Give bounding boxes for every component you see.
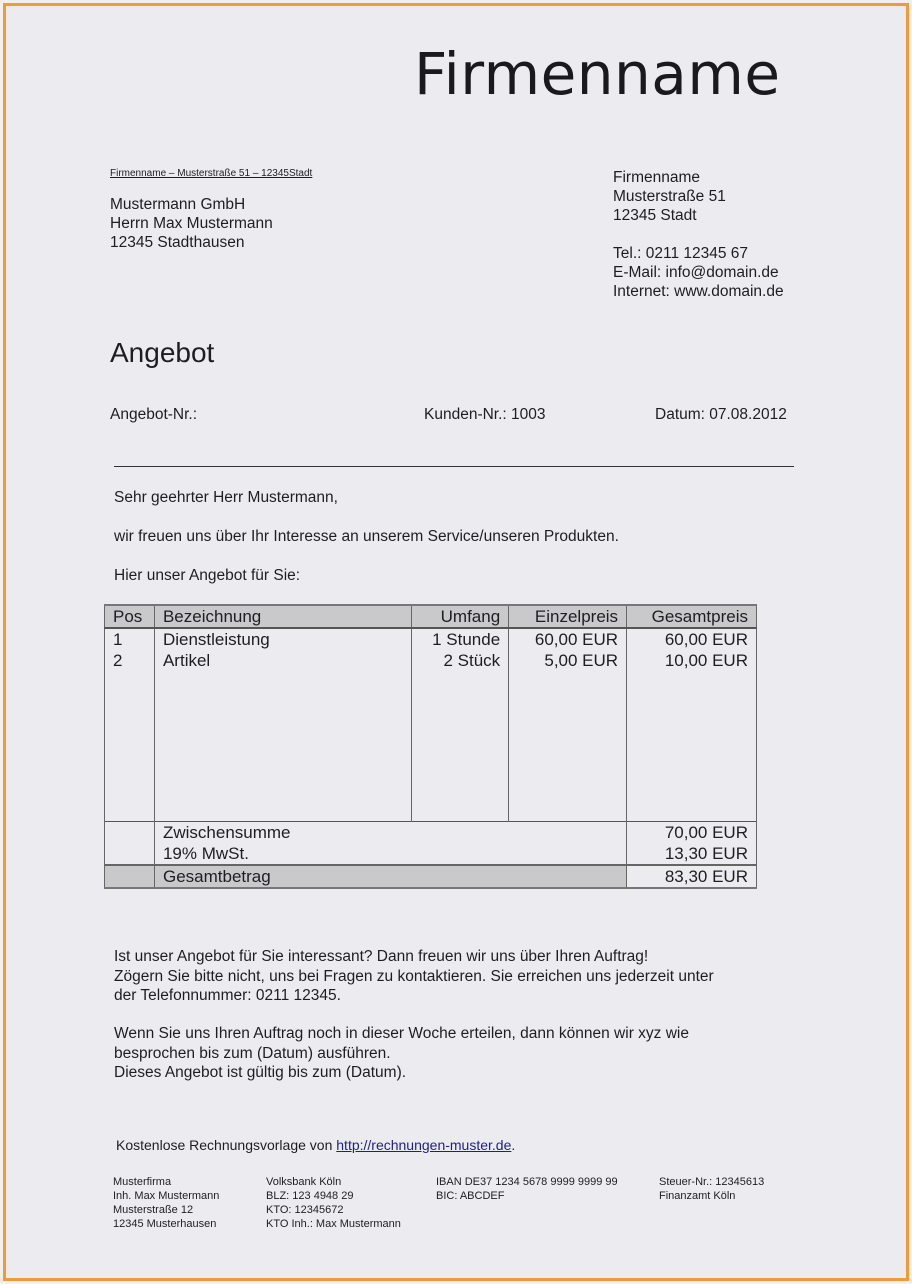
tax-row [105,843,757,865]
footer-tax [659,1175,764,1203]
template-credit [116,1137,515,1153]
credit-text: Kostenlose Rechnungsvorlage von [116,1137,337,1153]
cell-einzelpreis: 60,00 EUR [509,628,627,650]
total-label: Gesamtbetrag [154,865,626,888]
tax-label: 19% MwSt. [154,843,626,865]
footer-iban [436,1175,618,1203]
footer-line: Steuer-Nr.: 12345613 [659,1176,765,1188]
offer-number: Angebot-Nr.: [110,406,198,423]
cell-einzelpreis: 5,00 EUR [509,650,627,671]
subtotal-row [105,822,757,844]
cell-pos: 1 [105,628,155,650]
offer-intro: Hier unser Angebot für Sie: [114,567,301,584]
footer-line: Finanzamt Köln [659,1190,736,1202]
recipient-address [110,195,273,252]
offer-date: Datum: 07.08.2012 [655,406,787,423]
total-value: 83,30 EUR [627,865,757,888]
text-line: besprochen bis zum (Datum) ausführen. [114,1044,391,1062]
offer-table [104,604,757,889]
credit-link[interactable]: http://rechnungen-muster.de [336,1137,512,1153]
company-website: Internet: www.domain.de [613,283,784,300]
company-logo: Firmenname [414,40,781,108]
company-phone: Tel.: 0211 12345 67 [613,245,749,262]
company-line: 12345 Stadt [613,207,697,224]
sender-line: Firmenname – Musterstraße 51 – 12345Stadt [110,168,313,179]
footer-line: Musterstraße 12 [113,1204,194,1216]
document-title: Angebot [110,337,215,368]
footer-line: 12345 Musterhausen [113,1218,217,1230]
table-row [105,650,757,671]
footer-line: BIC: ABCDEF [436,1190,505,1202]
cell-umfang: 1 Stunde [412,628,509,650]
company-line: Firmenname [613,169,700,186]
text-line: Ist unser Angebot für Sie interessant? Dann freuen wir uns über Ihren Auftrag! [114,948,649,965]
footer-line: BLZ: 123 4948 29 [266,1190,354,1202]
text-line: der Telefonnummer: 0211 12345. [114,987,341,1004]
table-empty-space [105,671,757,822]
company-line: Musterstraße 51 [613,188,726,205]
footer-line: Musterfirma [113,1176,172,1188]
text-line: Wenn Sie uns Ihren Auftrag noch in dieser Woche erteilen, dann können wir xyz wie [114,1025,689,1042]
company-address [613,168,784,301]
intro-text: wir freuen uns über Ihr Interesse an unserem Service/unseren Produkten. [114,528,619,545]
header-umfang: Umfang [412,605,509,628]
table-row [105,628,757,650]
footer-line: Volksbank Köln [266,1176,342,1188]
subtotal-value: 70,00 EUR [627,822,757,844]
credit-period: . [511,1137,516,1153]
header-gesamtpreis: Gesamtpreis [627,605,757,628]
closing-paragraph-2 [114,1024,689,1083]
cell-bezeichnung: Artikel [154,650,411,671]
recipient-line: Mustermann GmbH [110,196,246,213]
table-header [105,605,757,628]
footer-line: IBAN DE37 1234 5678 9999 9999 99 [436,1176,618,1188]
recipient-line: 12345 Stadthausen [110,234,245,251]
closing-paragraph-1 [114,947,714,1006]
header-einzelpreis: Einzelpreis [509,605,627,628]
tax-value: 13,30 EUR [627,843,757,865]
greeting: Sehr geehrter Herr Mustermann, [114,489,338,506]
text-line: Zögern Sie bitte nicht, uns bei Fragen zu kontaktieren. Sie erreichen uns jederzeit unter [114,967,714,985]
footer-line: KTO: 12345672 [266,1204,344,1216]
recipient-line: Herrn Max Mustermann [110,215,273,232]
spacer [613,225,784,244]
cell-gesamtpreis: 10,00 EUR [627,650,757,671]
company-email: E-Mail: info@domain.de [613,264,779,281]
cell-umfang: 2 Stück [412,650,509,671]
cell-gesamtpreis: 60,00 EUR [627,628,757,650]
total-row [105,865,757,888]
footer-company [113,1175,219,1231]
header-bezeichnung: Bezeichnung [154,605,411,628]
footer-bank [266,1175,401,1231]
customer-number: Kunden-Nr.: 1003 [424,406,546,423]
footer-line: KTO Inh.: Max Mustermann [266,1218,401,1230]
subtotal-label: Zwischensumme [154,822,626,844]
footer-line: Inh. Max Mustermann [113,1190,220,1202]
cell-pos: 2 [105,650,155,671]
cell-bezeichnung: Dienstleistung [154,628,411,650]
header-pos: Pos [105,605,155,628]
text-line: Dieses Angebot ist gültig bis zum (Datum). [114,1064,407,1081]
divider [114,466,794,467]
